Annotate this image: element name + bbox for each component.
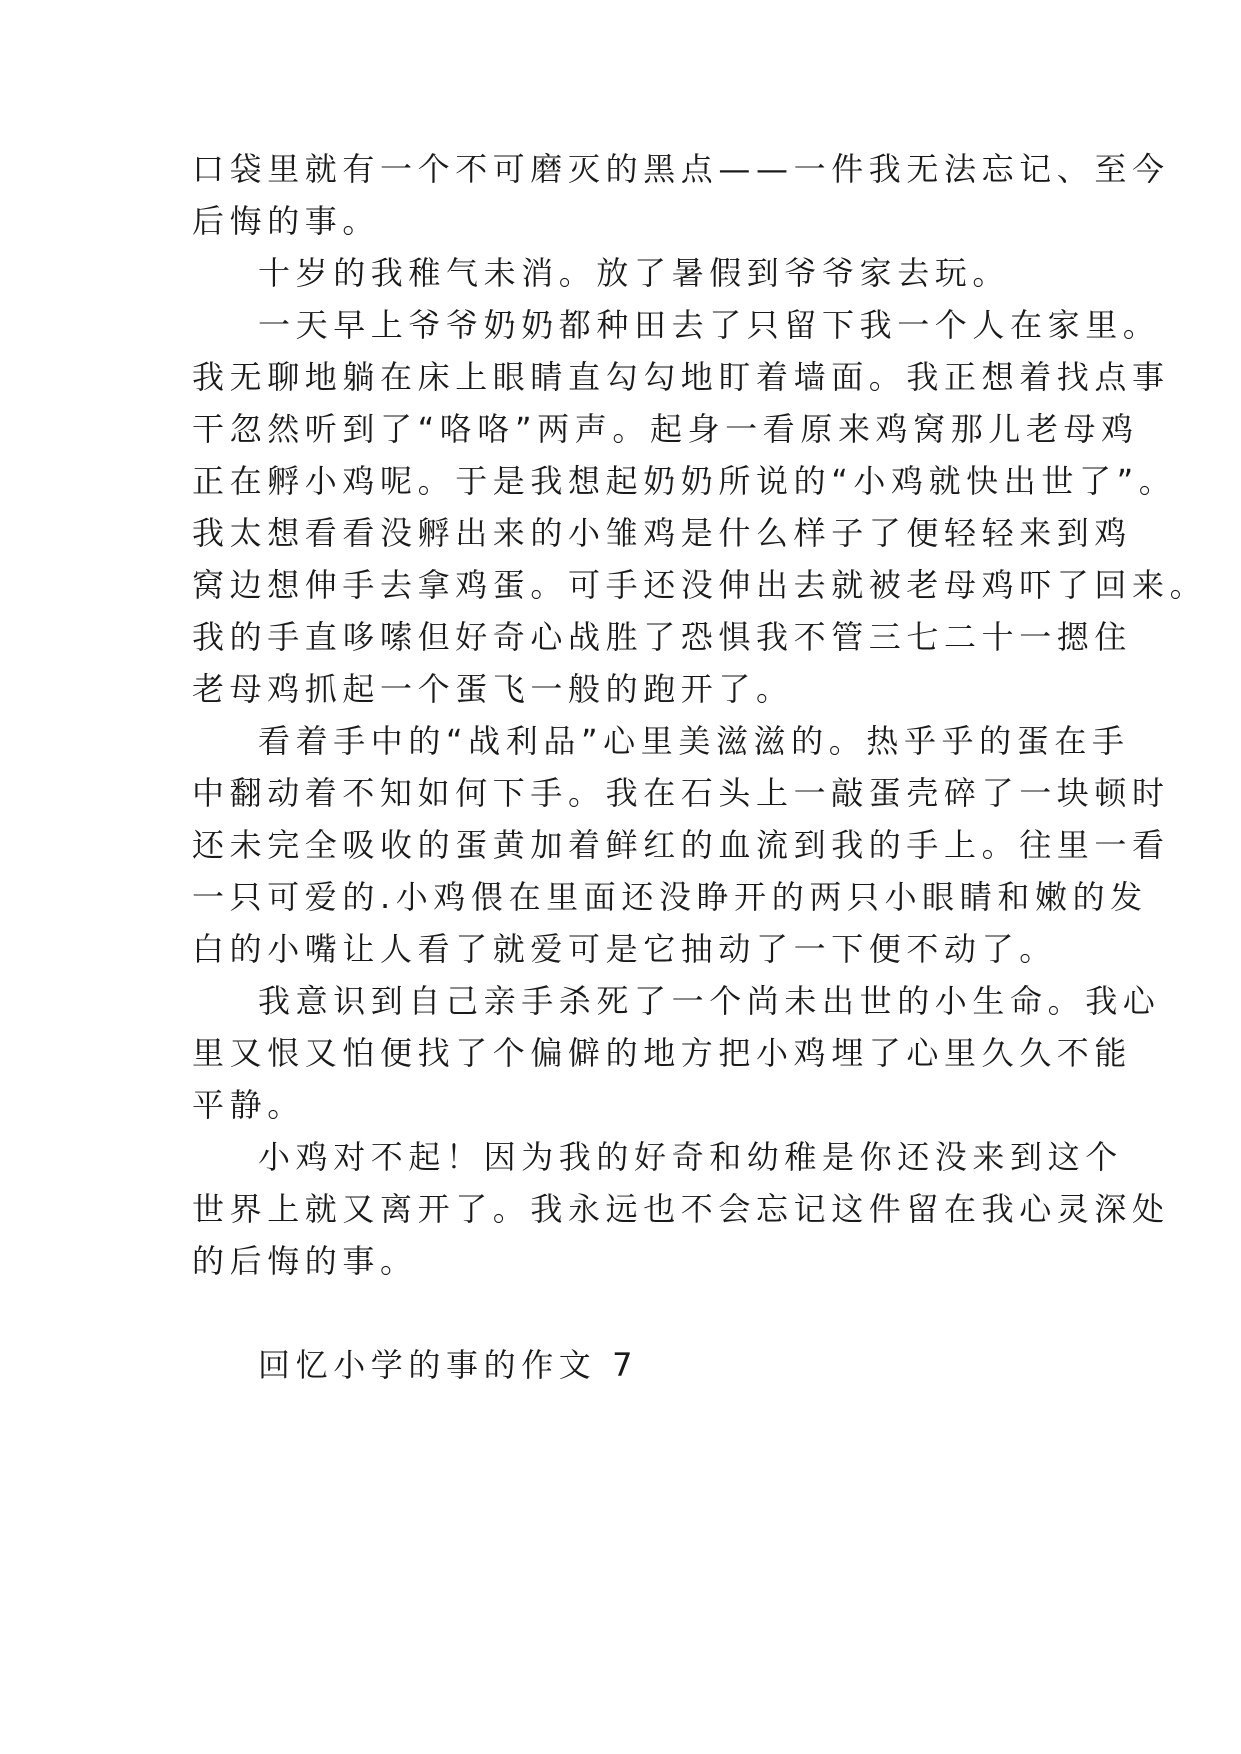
paragraph-start: 一天早上爷爷奶奶都种田去了只留下我一个人在家里。: [258, 306, 1161, 344]
text-line: 白的小嘴让人看了就爱可是它抽动了一下便不动了。: [192, 930, 1057, 968]
text-line: 里又恨又怕便找了个偏僻的地方把小鸡埋了心里久久不能: [192, 1034, 1133, 1072]
text-line: 的后悔的事。: [192, 1242, 418, 1280]
text-line: 我的手直哆嗦但好奇心战胜了恐惧我不管三七二十一摁住: [192, 618, 1133, 656]
text-line: 我无聊地躺在床上眼睛直勾勾地盯着墙面。我正想着找点事: [192, 358, 1170, 396]
text-line: 老母鸡抓起一个蛋飞一般的跑开了。: [192, 670, 794, 708]
text-line: 口袋里就有一个不可磨灭的黑点——一件我无法忘记、至今: [192, 150, 1170, 188]
text-line: 干忽然听到了“咯咯”两声。起身一看原来鸡窝那儿老母鸡: [192, 410, 1139, 448]
text-line: 一只可爱的.小鸡偎在里面还没睁开的两只小眼睛和嫩的发: [192, 878, 1148, 916]
text-line: 后悔的事。: [192, 202, 381, 240]
text-line: 窝边想伸手去拿鸡蛋。可手还没伸出去就被老母鸡吓了回来。: [192, 566, 1208, 604]
section-heading: 回忆小学的事的作文 7: [258, 1346, 639, 1384]
text-line: 还未完全吸收的蛋黄加着鲜红的血流到我的手上。往里一看: [192, 826, 1170, 864]
paragraph-start: 看着手中的“战利品”心里美滋滋的。热乎乎的蛋在手: [258, 722, 1130, 760]
text-line: 中翻动着不知如何下手。我在石头上一敲蛋壳碎了一块顿时: [192, 774, 1170, 812]
text-line: 我太想看看没孵出来的小雏鸡是什么样子了便轻轻来到鸡: [192, 514, 1133, 552]
paragraph-start: 十岁的我稚气未消。放了暑假到爷爷家去玩。: [258, 254, 1011, 292]
text-line: 世界上就又离开了。我永远也不会忘记这件留在我心灵深处: [192, 1190, 1170, 1228]
paragraph-start: 我意识到自己亲手杀死了一个尚未出世的小生命。我心: [258, 982, 1161, 1020]
text-line: 平静。: [192, 1086, 305, 1124]
text-line: 正在孵小鸡呢。于是我想起奶奶所说的“小鸡就快出世了”。: [192, 462, 1177, 500]
paragraph-start: 小鸡对不起！因为我的好奇和幼稚是你还没来到这个: [258, 1138, 1123, 1176]
